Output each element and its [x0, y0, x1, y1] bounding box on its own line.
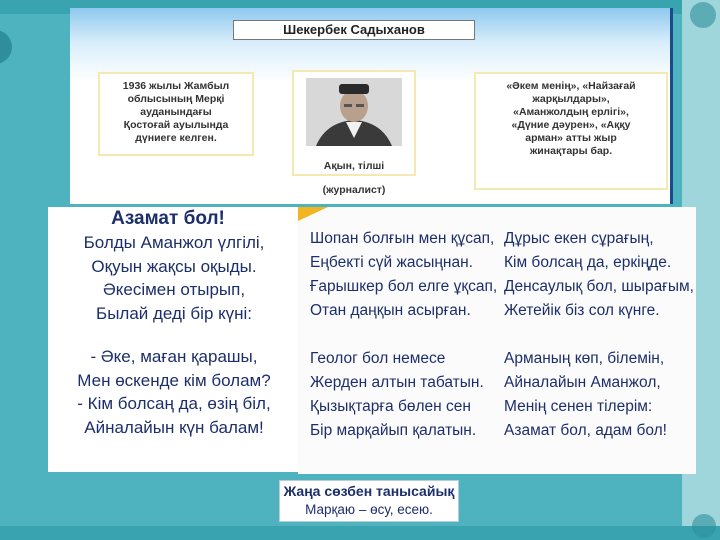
poem-line: Менің сенен тілерім: — [504, 398, 653, 415]
info-line: облысының Мерқі — [127, 93, 225, 105]
author-name: Шекербек Садыханов — [233, 20, 475, 40]
poem-line: Шопан болғын мен құсап, — [310, 230, 495, 247]
decorative-circle — [690, 2, 716, 28]
decorative-circle — [692, 514, 716, 538]
info-line: Қостоғай ауылында — [123, 119, 229, 131]
info-line: ауданындағы — [140, 106, 212, 118]
corner-accent-triangle — [298, 207, 328, 221]
stanza-gap — [504, 323, 694, 347]
caption-line: Ақын, тілші — [323, 160, 385, 172]
poem-line: Еңбекті сүй жасыңнан. — [310, 254, 473, 271]
info-line: «Әкем менің», «Найзағай — [506, 80, 636, 92]
poem-line: Дұрыс екен сұрағың, — [504, 230, 654, 247]
poem-line: Айналайын Аманжол, — [504, 374, 661, 391]
poem-line: Болды Аманжол үлгілі, — [83, 233, 265, 252]
stanza-gap — [56, 325, 292, 345]
poem-line: Мен өскенде кім болам? — [77, 370, 271, 390]
poem-column-b — [504, 227, 694, 443]
poem-line: Былай деді бір күні: — [96, 303, 252, 323]
info-line: жинақтары бар. — [529, 145, 613, 157]
poem-line: Әкесімен отырып, — [102, 280, 246, 299]
author-portrait-photo — [306, 78, 402, 146]
vocabulary-definition: Марқаю – өсу, есею. — [305, 502, 433, 517]
poem-line: Геолог бол немесе — [310, 350, 446, 367]
poem-line: Ғарышкер бол елге ұқсап, — [310, 278, 498, 295]
poem-left-panel — [48, 207, 302, 472]
background-bottom-band — [0, 526, 720, 540]
poem-column-a — [310, 227, 500, 443]
poem-line: - Әке, маған қарашы, — [90, 347, 258, 366]
poem-line: Отан даңқын асырған. — [310, 302, 471, 319]
poem-line: Қызықтарға бөлен сен — [310, 398, 471, 415]
vocabulary-heading: Жаңа сөзбен танысайық — [283, 483, 455, 499]
info-line: «Аманжолдың ерлігі», — [513, 106, 629, 118]
poem-line: Оқуын жақсы оқыды. — [91, 256, 257, 276]
info-line: 1936 жылы Жамбыл — [122, 80, 230, 92]
info-line: «Дүние дәурен», «Аққу — [511, 119, 631, 131]
caption-line: (журналист) — [322, 184, 386, 196]
poem-line: Бір марқайып қалатын. — [310, 422, 477, 439]
poem-line: Арманың көп, білемін, — [504, 350, 665, 367]
works-info-box — [474, 72, 668, 190]
poem-line: Жетейік біз сол күнге. — [504, 302, 660, 319]
stanza-gap — [310, 323, 500, 347]
author-info-panel — [70, 8, 673, 204]
poem-right-panel — [298, 207, 696, 474]
poem-line: - Кім болсаң да, өзің біл, — [77, 394, 271, 413]
decorative-circle — [0, 30, 12, 64]
poem-line: Айналайын күн балам! — [84, 417, 264, 437]
poem-line: Денсаулық бол, шырағым, — [504, 278, 694, 295]
vocabulary-box — [279, 480, 459, 522]
info-line: дүниеге келген. — [135, 132, 217, 144]
info-line: арман» атты жыр — [525, 132, 617, 144]
poem-line: Жерден алтын табатын. — [310, 374, 484, 391]
birth-info-box — [98, 72, 254, 156]
portrait-caption — [294, 148, 414, 208]
poem-left-stanzas — [56, 231, 292, 439]
poem-line: Кім болсаң да, еркіңде. — [504, 254, 672, 271]
poem-title: Азамат бол! — [111, 208, 225, 229]
poem-line: Азамат бол, адам бол! — [504, 422, 667, 439]
info-line: жарқылдары», — [532, 93, 610, 105]
portrait-box — [292, 70, 416, 196]
